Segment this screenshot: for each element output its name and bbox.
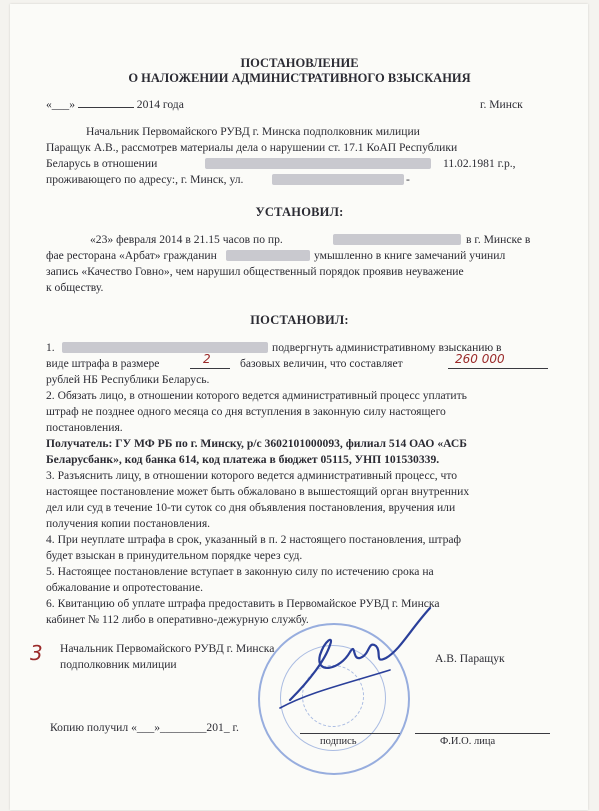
p4-line-1: 4. При неуплате штрафа в срок, указанный в п. 2 настоящего постановления, штраф [46, 533, 462, 546]
resolved-heading: ПОСТАНОВИЛ: [250, 313, 349, 327]
p1-number: 1. [46, 341, 55, 354]
fine-units-handwritten: 2 [203, 352, 211, 366]
intro-line-4a: проживающего по адресу:, г. Минск, ул. [46, 173, 244, 186]
date-month-blank [78, 97, 134, 108]
city: г. Минск [480, 98, 523, 111]
intro-line-4b: - [406, 173, 410, 186]
redacted-offender [62, 342, 268, 353]
p5-line-2: обжалование и опротестование. [46, 581, 203, 594]
redacted-name [205, 158, 431, 169]
p2-line-2: штраф не позднее одного месяца со дня вступления в законную силу настоящего [46, 405, 446, 418]
intro-line-1: Начальник Первомайского РУВД г. Минска подполковник милиции [86, 125, 420, 138]
fine-units-line [190, 368, 230, 369]
established-line-1b: в г. Минске в [466, 233, 531, 246]
payee-line-2: Беларусбанк», код банка 614, код платежа в бюджет 05115, УНП 101530339. [46, 453, 440, 466]
p1-text-d: базовых величин, что составляет [240, 357, 403, 370]
p6-line-2: кабинет № 112 либо в оперативно-дежурную службу. [46, 613, 309, 626]
date-day-blank: «___» [46, 98, 75, 111]
fio-caption: Ф.И.О. лица [440, 736, 496, 747]
p3-line-2: настоящее постановление может быть обжаловано в вышестоящий орган внутренних [46, 485, 470, 498]
intro-line-3b: 11.02.1981 г.р., [443, 157, 516, 170]
established-heading: УСТАНОВИЛ: [255, 205, 344, 219]
redacted-citizen [226, 250, 310, 261]
p3-line-3: дел или суд в течение 10-ти суток со дня объявления постановления, вручения или [46, 501, 456, 514]
p6-line-1: 6. Квитанцию об уплате штрафа предоставить в Первомайское РУВД г. Минска [46, 597, 440, 610]
p1-text-c: виде штрафа в размере [46, 357, 160, 370]
fine-amount-line [448, 368, 548, 369]
p2-line-3: постановления. [46, 421, 123, 434]
p1-text-b: подвергнуть административному взысканию в [272, 341, 502, 354]
redacted-street [333, 234, 461, 245]
p5-line-1: 5. Настоящее постановление вступает в законную силу по истечению срока на [46, 565, 434, 578]
intro-line-3a: Беларусь в отношении [46, 157, 158, 170]
date-day [46, 97, 184, 112]
signer-name: А.В. Паращук [435, 652, 505, 665]
copy-received-line: Копию получил «___»________201_ г. [50, 721, 239, 734]
fine-amount-handwritten: 260 000 [455, 352, 505, 366]
established-line-1a: «23» февраля 2014 в 21.15 часов по пр. [90, 233, 283, 246]
p2-line-1: 2. Обязать лицо, в отношении которого ведется административный процесс уплатить [46, 389, 467, 402]
signer-position-line-2: подполковник милиции [60, 658, 177, 671]
handwritten-signature [270, 600, 440, 715]
handwritten-mark: 3 [30, 641, 43, 665]
established-line-2a: фае ресторана «Арбат» гражданин [46, 249, 217, 262]
p4-line-2: будет взыскан в принудительном порядке через суд. [46, 549, 303, 562]
p1-text-e: рублей НБ Республики Беларусь. [46, 373, 210, 386]
p3-line-1: 3. Разъяснить лицу, в отношении которого ведется административный процесс, что [46, 469, 458, 482]
established-line-2b: умышленно в книге замечаний учинил [314, 249, 506, 262]
established-line-4: к обществу. [46, 281, 104, 294]
p3-line-4: получения копии постановления. [46, 517, 211, 530]
signer-position-line-1: Начальник Первомайского РУВД г. Минска [60, 642, 275, 655]
signature-caption: подпись [320, 736, 357, 747]
intro-line-2: Паращук А.В., рассмотрев материалы дела о нарушении ст. 17.1 КоАП Республики [46, 141, 458, 154]
payee-line-1: Получатель: ГУ МФ РБ по г. Минску, р/с 3602101000093, филиал 514 ОАО «АСБ [46, 437, 467, 450]
established-line-3: запись «Качество Говно», чем нарушил общественный порядок проявив неуважение [46, 265, 464, 278]
document-title-line1: ПОСТАНОВЛЕНИЕ [240, 56, 359, 70]
date-year: 2014 года [136, 98, 184, 111]
redacted-address [272, 174, 404, 185]
document-title-line2: О НАЛОЖЕНИИ АДМИНИСТРАТИВНОГО ВЗЫСКАНИЯ [128, 71, 471, 85]
